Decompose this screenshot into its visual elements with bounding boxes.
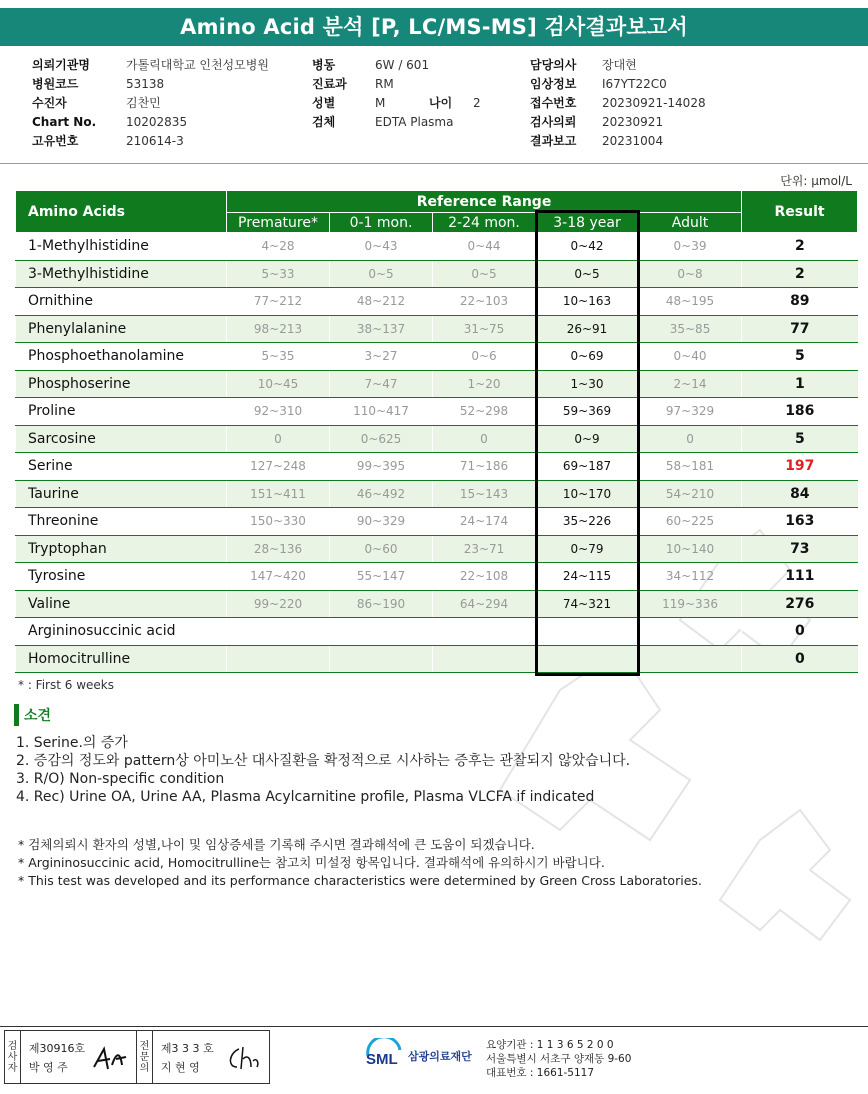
note-item: * 검체의뢰시 환자의 성별,나이 및 임상증세를 기록해 주시면 결과해석에 큰 도움이 되겠습니다.	[18, 837, 535, 852]
value-unique-no: 210614-3	[126, 134, 184, 148]
amino-acid-name: Tyrosine	[16, 563, 227, 591]
reference-range-cell: 48~212	[330, 288, 433, 316]
lab-address: 서울특별시 서초구 양재동 9-60	[486, 1053, 632, 1065]
amino-acid-name: Ornithine	[16, 288, 227, 316]
header-result: Result	[742, 191, 858, 233]
result-cell: 163	[742, 508, 858, 536]
label-hospital-code: 병원코드	[32, 77, 79, 91]
amino-acid-name: Serine	[16, 453, 227, 481]
table-row	[16, 508, 858, 536]
amino-acid-name: 1-Methylhistidine	[16, 233, 227, 261]
reference-range-cell: 64~294	[433, 590, 536, 618]
reference-range-cell: 0	[433, 425, 536, 453]
reference-range-cell: 71~186	[433, 453, 536, 481]
table-row	[16, 480, 858, 508]
reference-range-cell: 3~27	[330, 343, 433, 371]
sml-logo-icon	[364, 1038, 404, 1074]
reference-range-cell: 119~336	[639, 590, 742, 618]
subheader-3-18-year: 3-18 year	[536, 213, 639, 233]
reference-range-cell: 1~20	[433, 370, 536, 398]
reference-range-cell	[639, 645, 742, 673]
reference-range-cell: 28~136	[227, 535, 330, 563]
value-request-date: 20230921	[602, 115, 664, 129]
specialist-signature-mark	[225, 1045, 261, 1073]
reference-range-cell: 26~91	[536, 315, 639, 343]
label-ward: 병동	[312, 58, 336, 72]
patient-info-col2	[312, 56, 481, 132]
amino-acid-name: Threonine	[16, 508, 227, 536]
value-institution: 가톨릭대학교 인천성모병원	[126, 58, 269, 72]
value-chart-no: 10202835	[126, 115, 188, 129]
label-chart-no: Chart No.	[32, 115, 97, 129]
reference-range-cell: 0~5	[433, 260, 536, 288]
reference-range-cell	[227, 618, 330, 646]
specialist-caption: 전 문 의	[137, 1031, 153, 1083]
reference-range-cell: 60~225	[639, 508, 742, 536]
table-row	[16, 453, 858, 481]
table-row	[16, 315, 858, 343]
findings-heading-bar	[14, 704, 19, 726]
header-reference-range: Reference Range	[227, 191, 742, 213]
subheader-0-1-mon: 0-1 mon.	[330, 213, 433, 233]
value-receipt-no: 20230921-14028	[602, 96, 706, 110]
amino-acid-name: Phosphoethanolamine	[16, 343, 227, 371]
reference-range-cell: 34~112	[639, 563, 742, 591]
reference-range-cell: 127~248	[227, 453, 330, 481]
logo-mark-text: SML	[366, 1051, 398, 1068]
reference-range-cell: 0	[639, 425, 742, 453]
lab-logo	[364, 1038, 472, 1074]
reference-range-cell: 0~8	[639, 260, 742, 288]
reference-range-cell: 0~60	[330, 535, 433, 563]
result-cell: 197	[742, 453, 858, 481]
reference-range-cell: 0~69	[536, 343, 639, 371]
reference-range-cell: 147~420	[227, 563, 330, 591]
result-cell: 0	[742, 645, 858, 673]
reference-range-cell: 4~28	[227, 233, 330, 261]
reference-range-cell	[433, 618, 536, 646]
lab-code: 요양기관 : 1 1 3 6 5 2 0 0	[486, 1039, 614, 1051]
reference-range-cell: 110~417	[330, 398, 433, 426]
result-cell: 2	[742, 260, 858, 288]
lab-phone: 대표번호 : 1661-5117	[486, 1067, 595, 1079]
table-footnote: * : First 6 weeks	[18, 678, 114, 692]
patient-info-col1	[32, 56, 269, 151]
specialist-signature	[153, 1031, 269, 1083]
finding-item: 1. Serine.의 증가	[16, 735, 128, 751]
amino-acid-name: Homocitrulline	[16, 645, 227, 673]
table-row	[16, 260, 858, 288]
table-row	[16, 645, 858, 673]
subheader-2-24-mon: 2-24 mon.	[433, 213, 536, 233]
reference-range-cell: 5~35	[227, 343, 330, 371]
label-request-date: 검사의뢰	[530, 115, 577, 129]
header-amino-acids: Amino Acids	[16, 191, 227, 233]
label-report-date: 결과보고	[530, 134, 577, 148]
value-patient: 김찬민	[126, 96, 161, 110]
reference-range-cell: 58~181	[639, 453, 742, 481]
reference-range-cell: 15~143	[433, 480, 536, 508]
reference-range-cell: 10~140	[639, 535, 742, 563]
reference-range-cell	[330, 618, 433, 646]
table-row	[16, 563, 858, 591]
reference-range-cell: 90~329	[330, 508, 433, 536]
value-sex: M	[375, 96, 386, 110]
result-cell: 186	[742, 398, 858, 426]
reference-range-cell: 97~329	[639, 398, 742, 426]
amino-acid-name: Valine	[16, 590, 227, 618]
reference-range-cell: 0~40	[639, 343, 742, 371]
amino-acid-name: Phosphoserine	[16, 370, 227, 398]
reference-range-cell: 24~115	[536, 563, 639, 591]
notes-list	[18, 836, 702, 890]
reference-range-cell: 7~47	[330, 370, 433, 398]
reference-range-cell: 5~33	[227, 260, 330, 288]
label-sex: 성별	[312, 96, 336, 110]
patient-info-col3	[530, 56, 706, 151]
reference-range-cell: 23~71	[433, 535, 536, 563]
note-item: * This test was developed and its performance characteristics were determined by Green Cross Laboratories.	[18, 873, 702, 888]
result-cell: 111	[742, 563, 858, 591]
table-row	[16, 425, 858, 453]
amino-acid-name: Argininosuccinic acid	[16, 618, 227, 646]
value-doctor: 장대현	[602, 58, 637, 72]
reference-range-cell: 10~170	[536, 480, 639, 508]
label-receipt-no: 접수번호	[530, 96, 577, 110]
finding-item: 2. 증감의 정도와 pattern상 아미노산 대사질환을 확정적으로 시사하는 증후는 관찰되지 않았습니다.	[16, 753, 631, 769]
tester-signature	[21, 1031, 137, 1083]
reference-range-cell	[227, 645, 330, 673]
label-department: 진료과	[312, 77, 347, 91]
report-title: Amino Acid 분석 [P, LC/MS-MS] 검사결과보고서	[0, 8, 868, 46]
result-cell: 5	[742, 343, 858, 371]
specialist-name: 지 현 영	[160, 1061, 200, 1074]
value-report-date: 20231004	[602, 134, 664, 148]
result-cell: 5	[742, 425, 858, 453]
amino-acid-name: Sarcosine	[16, 425, 227, 453]
table-body	[16, 233, 858, 673]
label-doctor: 담당의사	[530, 58, 577, 72]
subheader-premature: Premature*	[227, 213, 330, 233]
reference-range-cell: 10~45	[227, 370, 330, 398]
reference-range-cell: 151~411	[227, 480, 330, 508]
value-clinical-info: I67YT22C0	[602, 77, 667, 91]
result-cell: 89	[742, 288, 858, 316]
reference-range-cell: 24~174	[433, 508, 536, 536]
result-cell: 0	[742, 618, 858, 646]
reference-range-cell: 99~395	[330, 453, 433, 481]
reference-range-cell: 0~42	[536, 233, 639, 261]
reference-range-cell: 10~163	[536, 288, 639, 316]
reference-range-cell: 0~44	[433, 233, 536, 261]
note-item: * Argininosuccinic acid, Homocitrulline는 참고치 미설정 항목입니다. 결과해석에 유의하시기 바랍니다.	[18, 855, 605, 870]
footer-divider	[0, 1026, 868, 1027]
reference-range-cell	[536, 618, 639, 646]
table-row	[16, 535, 858, 563]
reference-range-cell: 92~310	[227, 398, 330, 426]
label-institution: 의뢰기관명	[32, 58, 90, 72]
result-cell: 1	[742, 370, 858, 398]
reference-range-cell: 0~79	[536, 535, 639, 563]
reference-range-cell	[536, 645, 639, 673]
value-ward: 6W / 601	[375, 58, 430, 72]
reference-range-cell: 0~5	[536, 260, 639, 288]
table-row	[16, 618, 858, 646]
reference-range-cell: 0~9	[536, 425, 639, 453]
table-row	[16, 233, 858, 261]
reference-range-cell: 22~103	[433, 288, 536, 316]
amino-acid-name: Tryptophan	[16, 535, 227, 563]
lab-name: 삼광의료재단	[408, 1050, 472, 1063]
reference-range-cell: 0~625	[330, 425, 433, 453]
table-row	[16, 343, 858, 371]
amino-acid-name: 3-Methylhistidine	[16, 260, 227, 288]
reference-range-cell: 35~85	[639, 315, 742, 343]
table-row	[16, 398, 858, 426]
tester-caption: 검 사 자	[5, 1031, 21, 1083]
reference-range-cell: 98~213	[227, 315, 330, 343]
label-specimen: 검체	[312, 115, 336, 129]
findings-heading	[14, 704, 51, 726]
reference-range-cell: 59~369	[536, 398, 639, 426]
reference-range-cell	[330, 645, 433, 673]
specialist-license-no: 제3 3 3 호	[160, 1042, 214, 1055]
value-age: 2	[473, 96, 481, 110]
table-row	[16, 288, 858, 316]
label-age: 나이	[429, 96, 453, 110]
table-row	[16, 590, 858, 618]
reference-range-cell: 74~321	[536, 590, 639, 618]
amino-acid-name: Taurine	[16, 480, 227, 508]
result-cell: 84	[742, 480, 858, 508]
reference-range-cell: 54~210	[639, 480, 742, 508]
reference-range-cell: 99~220	[227, 590, 330, 618]
value-specimen: EDTA Plasma	[375, 115, 454, 129]
subheader-adult: Adult	[639, 213, 742, 233]
amino-acid-name: Phenylalanine	[16, 315, 227, 343]
amino-acid-name: Proline	[16, 398, 227, 426]
result-cell: 2	[742, 233, 858, 261]
reference-range-cell: 0~5	[330, 260, 433, 288]
label-clinical-info: 임상정보	[530, 77, 577, 91]
reference-range-cell: 46~492	[330, 480, 433, 508]
finding-item: 4. Rec) Urine OA, Urine AA, Plasma Acylcarnitine profile, Plasma VLCFA if indicated	[16, 789, 595, 805]
divider	[0, 163, 868, 164]
reference-range-cell: 38~137	[330, 315, 433, 343]
result-cell: 77	[742, 315, 858, 343]
reference-range-cell: 86~190	[330, 590, 433, 618]
value-hospital-code: 53138	[126, 77, 165, 91]
unit-label: 단위: μmol/L	[780, 174, 852, 188]
label-unique-no: 고유번호	[32, 134, 79, 148]
reference-range-cell: 0~43	[330, 233, 433, 261]
reference-range-cell: 150~330	[227, 508, 330, 536]
tester-license-no: 제30916호	[28, 1042, 86, 1055]
value-department: RM	[375, 77, 394, 91]
reference-range-cell: 1~30	[536, 370, 639, 398]
label-patient: 수진자	[32, 96, 67, 110]
reference-range-cell: 31~75	[433, 315, 536, 343]
reference-range-cell: 69~187	[536, 453, 639, 481]
tester-signature-mark	[92, 1045, 128, 1073]
result-cell: 73	[742, 535, 858, 563]
finding-item: 3. R/O) Non-specific condition	[16, 771, 225, 787]
reference-range-cell: 0~39	[639, 233, 742, 261]
reference-range-cell: 35~226	[536, 508, 639, 536]
signature-box	[4, 1030, 270, 1084]
reference-range-cell: 22~108	[433, 563, 536, 591]
table-row	[16, 370, 858, 398]
tester-name: 박 영 주	[28, 1061, 68, 1074]
amino-acid-table	[15, 190, 858, 673]
findings-list	[16, 734, 630, 806]
reference-range-cell: 0~6	[433, 343, 536, 371]
reference-range-cell: 48~195	[639, 288, 742, 316]
reference-range-cell: 0	[227, 425, 330, 453]
reference-range-cell	[433, 645, 536, 673]
reference-range-cell: 77~212	[227, 288, 330, 316]
reference-range-cell: 2~14	[639, 370, 742, 398]
result-cell: 276	[742, 590, 858, 618]
reference-range-cell	[639, 618, 742, 646]
findings-heading-text: 소견	[24, 708, 52, 724]
reference-range-cell: 52~298	[433, 398, 536, 426]
lab-info	[486, 1038, 631, 1080]
reference-range-cell: 55~147	[330, 563, 433, 591]
